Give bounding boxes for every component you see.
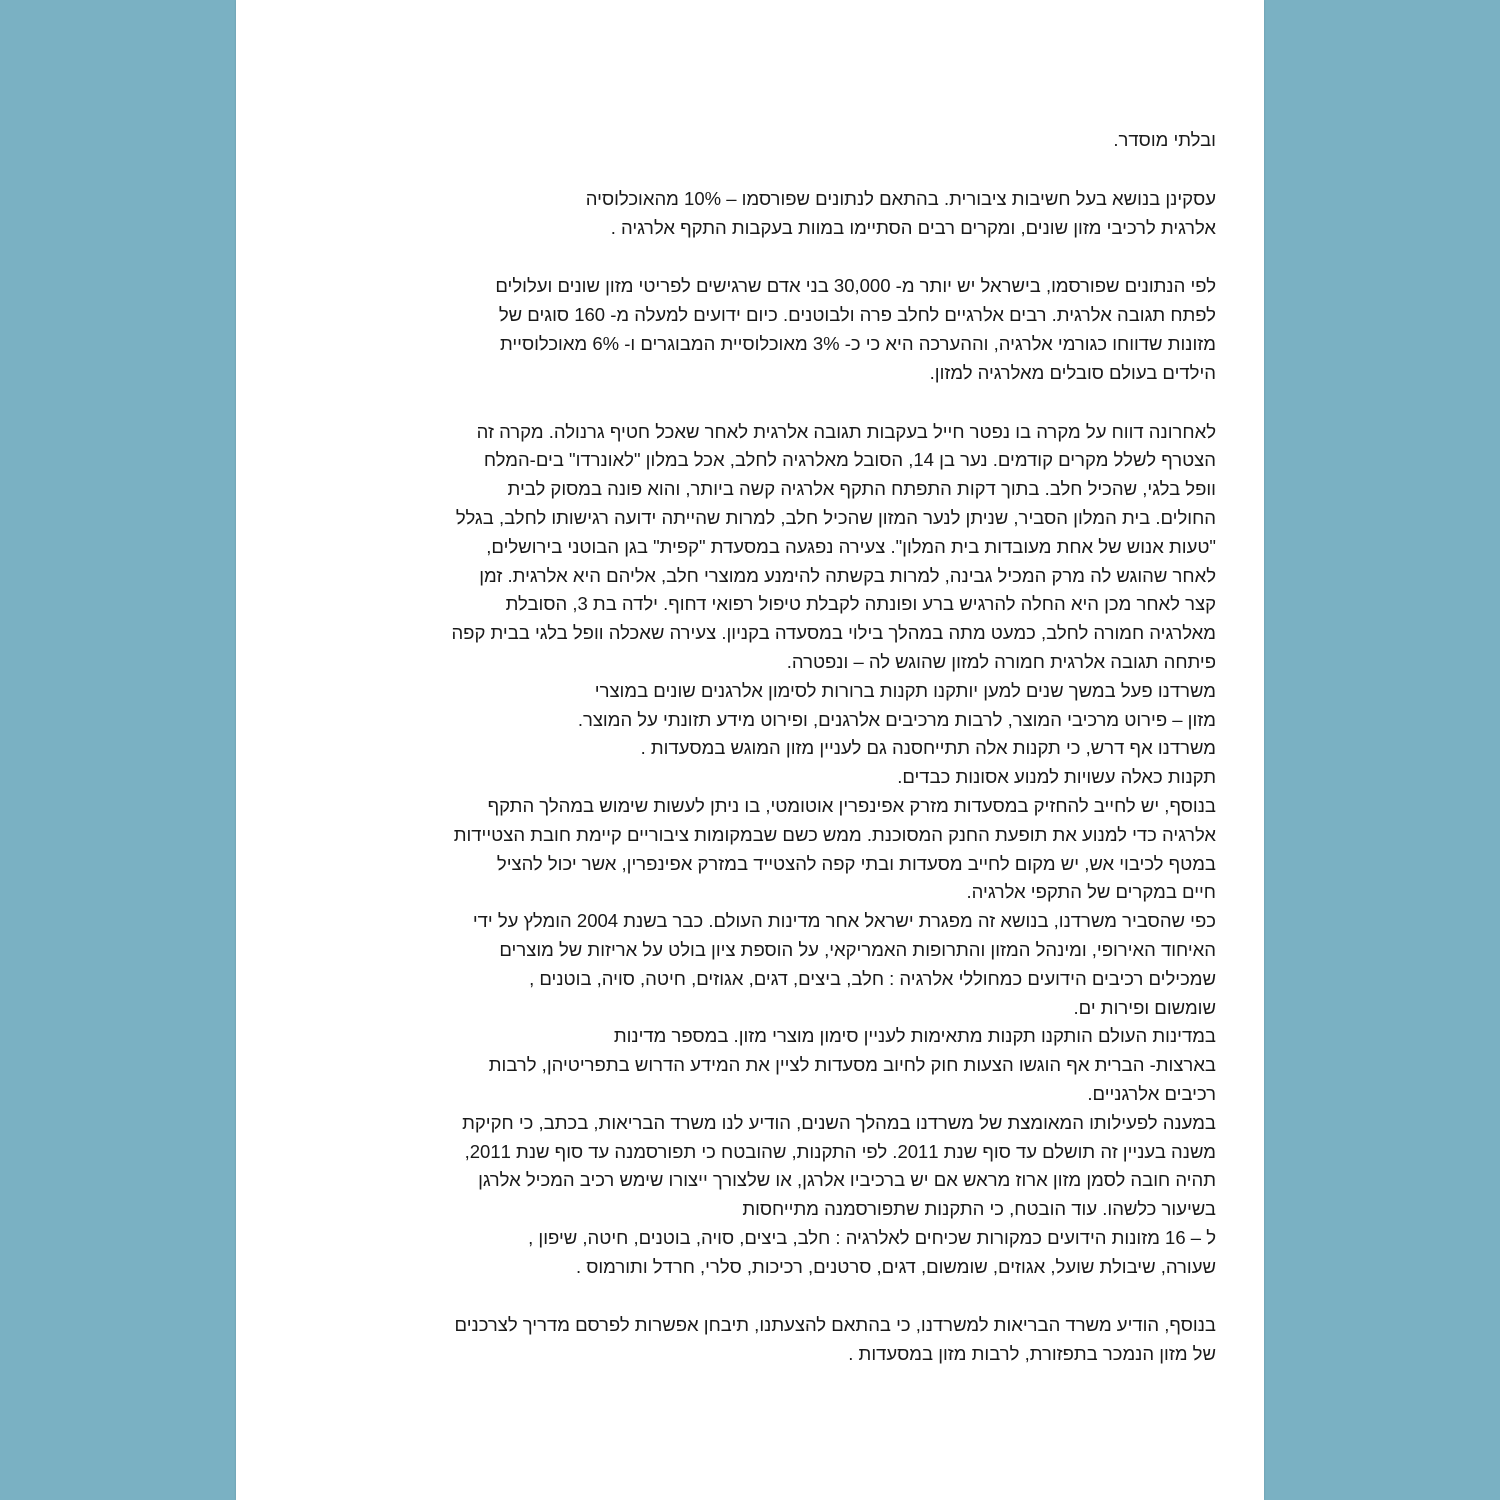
paragraph-gap <box>386 1281 1216 1311</box>
paragraph-gap <box>386 242 1216 272</box>
text-line: אלרגית לרכיבי מזון שונים, ומקרים רבים הסתיימו במוות בעקבות התקף אלרגיה . <box>610 216 1216 238</box>
text-line: תהיה חובה לסמן מזון ארוז מראש אם יש ברכיביו אלרגן, או שלצורך ייצורו שימש רכיב המכיל אלרגן <box>478 1169 1216 1191</box>
text-line: האיחוד האירופי, ומינהל המזון והתרופות האמריקאי, על הוספת ציון בולט על אריזות של מוצרים <box>499 938 1216 960</box>
text-line: בשיעור כלשהו. עוד הובטח, כי התקנות שתפורסמנה מתייחסות <box>742 1198 1216 1220</box>
text-line: החולים. בית המלון הסביר, שניתן לנער המזון שהכיל חלב, למרות שהייתה ידועה רגישותו לחלב, בגלל <box>455 506 1216 528</box>
text-line: של מזון הנמכר בתפזורת, לרבות מזון במסעדות . <box>848 1343 1216 1365</box>
paragraph-gap <box>386 155 1216 185</box>
document-body <box>386 126 1216 1369</box>
text-line: משנה בעניין זה תושלם עד סוף שנת 2011. לפי התקנות, שהובטח כי תפורסמנה עד סוף שנת 2011, <box>464 1140 1216 1162</box>
text-line: רכיבים אלרגניים. <box>1087 1082 1216 1104</box>
text-line: תקנות כאלה עשויות למנוע אסונות כבדים. <box>897 766 1216 788</box>
paragraph <box>386 185 1216 243</box>
text-line: משרדנו פעל במשך שנים למען יותקנו תקנות ברורות לסימון אלרגנים שונים במוצרי <box>594 679 1216 701</box>
paragraph <box>386 126 1216 155</box>
text-line: בארצות- הברית אף הוגשו הצעות חוק לחיוב מסעדות לציין את המידע הדרוש בתפריטיהן, לרבות <box>488 1054 1216 1076</box>
text-line: לאחרונה דווח על מקרה בו נפטר חייל בעקבות תגובה אלרגית לאחר שאכל חטיף גרנולה. מקרה זה <box>476 420 1216 442</box>
text-line: משרדנו אף דרש, כי תקנות אלה תתייחסנה גם לעניין מזון המוגש במסעדות . <box>640 737 1216 759</box>
text-line: "טעות אנוש של אחת מעובדות בית המלון". צעירה נפגעה במסעדת "קפית" בגן הבוטני בירושלים, <box>486 535 1216 557</box>
text-line: לפי הנתונים שפורסמו, בישראל יש יותר מ- 30,000 בני אדם שרגישים לפריטי מזון שונים ועלולים <box>495 275 1216 297</box>
text-line: כפי שהסביר משרדנו, בנושא זה מפגרת ישראל אחר מדינות העולם. כבר בשנת 2004 הומלץ על ידי <box>472 910 1216 932</box>
text-line: מאלרגיה חמורה לחלב, כמעט מתה במהלך בילוי במסעדה בקניון. צעירה שאכלה וופל בלגי בבית קפה <box>451 622 1216 644</box>
paragraph-gap <box>386 388 1216 418</box>
text-line: עסקינן בנושא בעל חשיבות ציבורית. בהתאם לנתונים שפורסמו – 10% מהאוכלוסיה <box>585 187 1216 209</box>
text-line: ל – 16 מזונות הידועים כמקורות שכיחים לאלרגיה : חלב, ביצים, סויה, בוטנים, חיטה, שיפון , <box>528 1226 1216 1248</box>
text-line: הצטרף לשלל מקרים קודמים. נער בן 14, הסובל מאלרגיה לחלב, אכל במלון "לאונרדו" בים-המלח <box>483 449 1216 471</box>
text-line: קצר לאחר מכן היא החלה להרגיש ברע ופונתה לקבלת טיפול רפואי דחוף. ילדה בת 3, הסובלת <box>505 593 1216 615</box>
text-line: בנוסף, הודיע משרד הבריאות למשרדנו, כי בהתאם להצעתנו, תיבחן אפשרות לפרסם מדריך לצרכנים <box>454 1314 1216 1336</box>
text-line: מזונות שדווחו כגורמי אלרגיה, וההערכה היא כי כ- 3% מאוכלוסיית המבוגרים ו- 6% מאוכלוסיית <box>499 332 1216 354</box>
text-line: במטף לכיבוי אש, יש מקום לחייב מסעדות ובתי קפה להצטייד במזרק אפינפרין, אשר יכול להציל <box>496 852 1216 874</box>
paragraph <box>386 418 1216 1282</box>
text-line: שמכילים רכיבים הידועים כמחוללי אלרגיה : חלב, ביצים, דגים, אגוזים, חיטה, סויה, בוטנים , <box>529 967 1216 989</box>
text-line: במענה לפעילותו המאומצת של משרדנו במהלך השנים, הודיע לנו משרד הבריאות, בכתב, כי חקיקת <box>462 1111 1216 1133</box>
text-line: חיים במקרים של התקפי אלרגיה. <box>966 881 1216 903</box>
document-page <box>236 0 1264 1500</box>
text-line: לאחר שהוגש לה מרק המכיל גבינה, למרות בקשתה להימנע ממוצרי חלב, אליהם היא אלרגית. זמן <box>479 564 1216 586</box>
text-line: שעורה, שיבולת שועל, אגוזים, שומשום, דגים, סרטנים, רכיכות, סלרי, חרדל ותורמוס . <box>575 1255 1216 1277</box>
paragraph <box>386 1311 1216 1369</box>
text-line: שומשום ופירות ים. <box>1073 996 1216 1018</box>
text-line: במדינות העולם הותקנו תקנות מתאימות לעניין סימון מוצרי מזון. במספר מדינות <box>613 1025 1216 1047</box>
text-line: בנוסף, יש לחייב להחזיק במסעדות מזרק אפינפרין אוטומטי, בו ניתן לעשות שימוש במהלך התקף <box>487 794 1216 816</box>
text-line: הילדים בעולם סובלים מאלרגיה למזון. <box>929 361 1216 383</box>
text-line: ובלתי מוסדר. <box>1113 129 1216 150</box>
text-line: לפתח תגובה אלרגית. רבים אלרגיים לחלב פרה ולבוטנים. כיום ידועים למעלה מ- 160 סוגים של <box>498 304 1216 326</box>
text-line: וופל בלגי, שהכיל חלב. בתוך דקות התפתח התקף אלרגיה קשה ביותר, והוא פונה במסוק לבית <box>507 478 1216 500</box>
text-line: מזון – פירוט מרכיבי המוצר, לרבות מרכיבים אלרגנים, ופירוט מידע תזונתי על המוצר. <box>577 708 1216 730</box>
paragraph <box>386 272 1216 387</box>
text-line: אלרגיה כדי למנוע את תופעת החנק המסוכנת. ממש כשם שבמקומות ציבוריים קיימת חובת הצטיידות <box>453 823 1216 845</box>
text-line: פיתחה תגובה אלרגית חמורה למזון שהוגש לה – ונפטרה. <box>786 650 1216 672</box>
